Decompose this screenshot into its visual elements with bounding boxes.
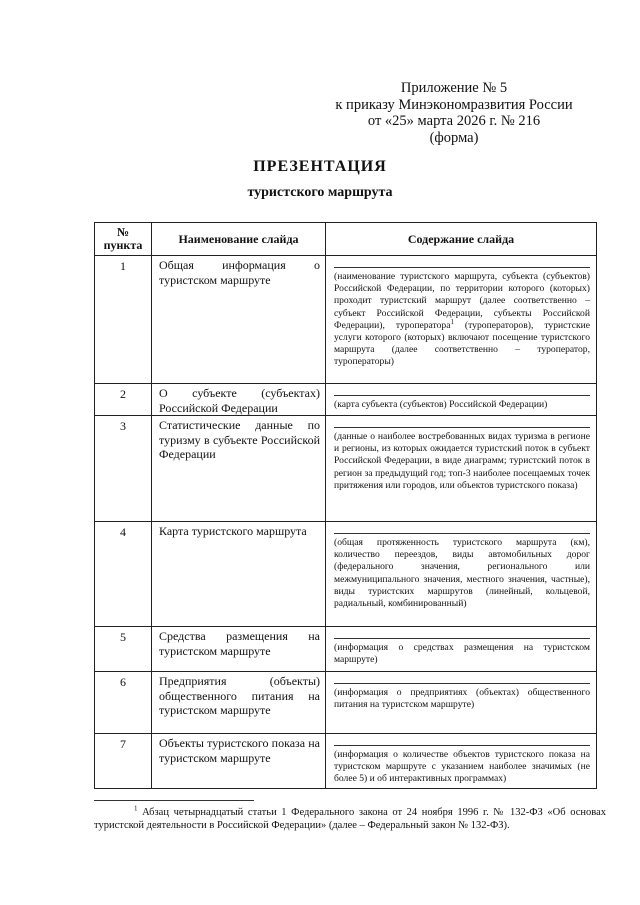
footnote-ref: 1	[450, 317, 454, 326]
table-row	[95, 734, 597, 789]
content-text: (данные о наиболее востребованных видах туризма в регионе и регионы, из которых ожидается туристский поток в субъект Российской Федерации, в виде диаграмм; туристский поток в регион за предыдущий год; топ-3 наиболее посещаемых точек притяжения или городов, или объектов туристского показа)	[334, 431, 590, 491]
fill-line	[334, 638, 590, 639]
appendix-date: от «25» марта 2026 г. № 216	[367, 113, 541, 129]
slide-content	[326, 672, 597, 734]
fill-line	[334, 745, 590, 746]
slide-name: Статистические данные по туризму в субъекте Российской Федерации	[152, 416, 326, 522]
document-title: ПРЕЗЕНТАЦИЯ	[253, 158, 387, 175]
appendix-form-label: (форма)	[429, 129, 479, 146]
fill-line	[334, 533, 590, 534]
slide-content	[326, 522, 597, 627]
content-text: (информация о средствах размещения на туристском маршруте)	[334, 642, 590, 666]
table-row	[95, 627, 597, 672]
table-row	[95, 672, 597, 734]
row-number: 6	[95, 672, 152, 734]
content-text: (общая протяженность туристского маршрута (км), количество переездов, виды автомобильных дорог (федерального значения, регионального или межмуниципального значения, местного значения, частные), виды туристских маршрутов (линейный, кольцевой, радиальный, комбинированный)	[334, 537, 590, 610]
footnote-separator	[94, 800, 254, 801]
appendix-header	[324, 80, 584, 146]
slide-name: О субъекте (субъектах) Российской Федерации	[152, 384, 326, 416]
slide-content	[326, 627, 597, 672]
row-number: 1	[95, 256, 152, 384]
slide-content	[326, 384, 597, 416]
row-number: 5	[95, 627, 152, 672]
slide-name: Средства размещения на туристском маршруте	[152, 627, 326, 672]
appendix-number: Приложение № 5	[400, 80, 508, 96]
table-row	[95, 256, 597, 384]
content-text: (наименование туристского маршрута, субъекта (субъектов) Российской Федерации, по территории которого (которых) проходит туристский маршрут (далее соответственно – субъект Российской Федерации, субъекты Российской Федерации), туроператора	[334, 271, 590, 331]
header-slide-content: Содержание слайда	[326, 223, 597, 256]
slide-name: Карта туристского маршрута	[152, 522, 326, 627]
content-text: (информация о предприятиях (объектах) общественного питания на туристском маршруте)	[334, 687, 590, 711]
table-header-row	[95, 223, 597, 256]
content-text-end: (туроператоров), туристские услуги которого (которых) включают посещение туристского маршрута (далее соответственно – туроператор, туроператоры)	[334, 319, 590, 368]
document-subtitle: туристского маршрута	[247, 185, 393, 200]
fill-line	[334, 427, 590, 428]
row-number: 3	[95, 416, 152, 522]
table-row	[95, 416, 597, 522]
slide-content	[326, 256, 597, 384]
fill-line	[334, 267, 590, 268]
row-number: 4	[95, 522, 152, 627]
table-row	[95, 384, 597, 416]
row-number: 2	[95, 384, 152, 416]
slide-content	[326, 416, 597, 522]
slide-name: Общая информация о туристском маршруте	[152, 256, 326, 384]
table-row	[95, 522, 597, 627]
appendix-order: к приказу Минэкономразвития России	[335, 96, 573, 113]
content-text: (карта субъекта (субъектов) Российской Федерации)	[334, 399, 548, 410]
slide-content	[326, 734, 597, 789]
slide-name: Объекты туристского показа на туристском маршруте	[152, 734, 326, 789]
footnote-mark: 1	[134, 804, 138, 813]
footnote-text: Абзац четырнадцатый статьи 1 Федерального закона от 24 ноября 1996 г. № 132-ФЗ «Об основах туристской деятельности в Российской Федерации» (далее – Федеральный закон № 132-ФЗ).	[94, 807, 606, 831]
fill-line	[334, 395, 590, 396]
content-text: (информация о количестве объектов туристского показа на туристском маршруте с указанием наиболее значимых (не более 5) и об интерактивных программах)	[334, 749, 590, 785]
fill-line	[334, 683, 590, 684]
slide-name: Предприятия (объекты) общественного питания на туристском маршруте	[152, 672, 326, 734]
header-number: № пункта	[95, 223, 152, 256]
footnote	[94, 806, 606, 832]
slides-table	[94, 222, 597, 789]
row-number: 7	[95, 734, 152, 789]
header-slide-name: Наименование слайда	[152, 223, 326, 256]
